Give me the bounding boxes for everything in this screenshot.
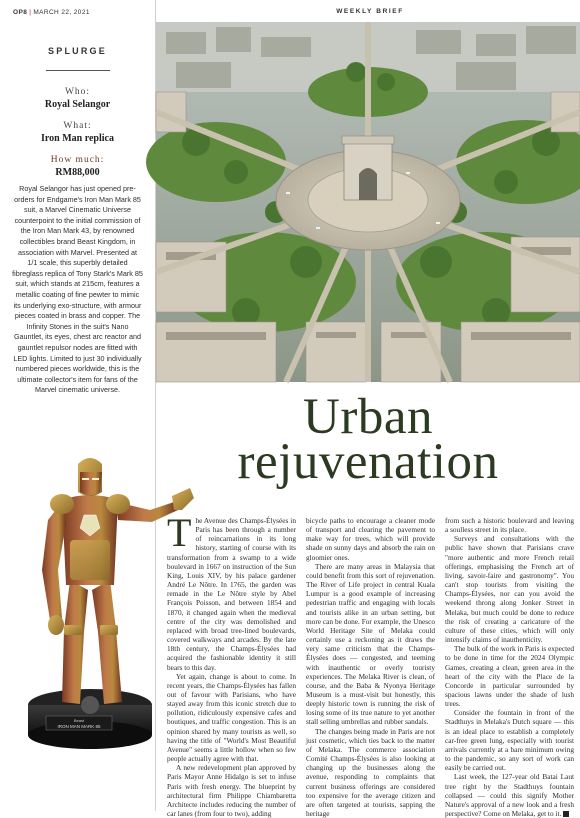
sidebar-body: Royal Selangor has just opened pre-orders for Endgame's Iron Man Mark 85 suit, a Marvel Cinematic Universe counterpoint to the initial commission of the Iron Man Mark 43, by renowned collectibles brand Beast Kingdom, in association with Marvel. Presented at 1/1 scale, this superbly detailed fibreglass replica of Tony Stark's Mark 85 suit, which stands at 215cm, features a metallic coating of fine pewter to mimic its underlying exo-structure, with armour pieces coated in brass and copper. The Infinity Stones in the suit's Nano Gauntlet, its eyes, chest arc reactor and gauntlet repulsor nodes are fitted with LED lights. Limited to just 30 individually numbered pieces worldwide, this is the ultimate collector's item for fans of the Marvel cinematic universe. (12, 184, 143, 395)
what-value: Iron Man replica (41, 133, 114, 144)
article-body (167, 510, 574, 818)
article-paragraph (167, 510, 296, 672)
base-label: IRON MAN MARK 85 (57, 724, 101, 729)
article-paragraph (445, 772, 574, 818)
arc-de-triomphe (342, 136, 394, 200)
what-label: What: (63, 121, 92, 131)
article-column-3 (445, 516, 574, 818)
article-paragraph: bicycle paths to encourage a cleaner mode of transport and clearing the pavement to make way for trees, which will provide shade on sunny days and absorb the rain on gloomier ones. (306, 516, 435, 562)
article-paragraph: Yet again, change is about to come. In recent years, the Champs-Élysées has fallen out of favour with Parisians, who have stayed away from this iconic stretch due to pollution, ridiculously expensive cafes and boutiques, and traffic congestion. This is an opinion shared by many tourists as well, so having the title of "World's Most Beautiful Avenue" seems a little hollow when so few people actually agree with that. (167, 671, 296, 764)
article-column-1 (167, 510, 296, 818)
issue-date: MARCH 22, 2021 (33, 9, 90, 16)
drop-cap: T (167, 510, 192, 555)
headline-line-2: rejuvenation (237, 434, 499, 490)
headline-line-1: Urban (303, 389, 433, 445)
sidebar-rule (46, 70, 110, 71)
folio-separator: | (29, 9, 32, 16)
splurge-sidebar (0, 46, 155, 396)
sidebar-kicker: SPLURGE (48, 46, 107, 56)
end-mark-icon (563, 811, 569, 817)
champs-elysees-aerial-image (156, 22, 580, 382)
aerial-illustration (156, 22, 580, 382)
article-paragraph: A new redevelopment plan approved by Paris Mayor Anne Hidalgo is set to infuse Paris with fresh energy. The blueprint by architectural firm Philippe Chiambaretta Architecte includes reducing the number of car lanes (from four to two), adding (167, 763, 296, 818)
article-paragraph: There are many areas in Malaysia that could benefit from this sort of rejuvenation. The River of Life project in central Kuala Lumpur is a good example of increasing pedestrian traffic and engaging with locals and tourists alike in an urban setting, but more can be done. For example, the Unesco World Heritage Site of Melaka could certainly use a reckoning as it draws the very same criticism that the Champs-Élysées does — congested, and teeming with inauthentic or overly touristy experiences. The Melaka River is clean, of course, and the Baba & Nyonya Heritage Museum is a must-visit but honestly, this deeply historic town is running the risk of losing some of its true nature to yet another stall selling umbrellas and rubber sandals. (306, 561, 435, 727)
paragraph-text: Last week, the 127-year old Batai Laut tree right by the Stadthuys fountain collapsed — could this signify Mother Nature's approval of a new look and a fresh perspective? Come on Melaka, get to it. (445, 772, 574, 818)
article-paragraph: Surveys and consultations with the public have shown that Parisians crave "more authentic and more French retail offerings, emphasising the French art of living, savoir-faire and gastronomy". You can't stop tourists from visiting the Champs-Élysées, nor can you avoid the weekend throng along Jonker Street in Melaka, but much could be done to reduce the risk of creating a caricature of the culture of these cities, which will only intensify claims of inauthenticity. (445, 534, 574, 645)
who-value: Royal Selangor (44, 99, 111, 110)
paragraph-text: he Avenue des Champs-Élysées in Paris has been through a number of reincarnations in its long history, starting of course with its transformation from a swamp to a wide boulevard in 1667 on instruction of the Sun King, Louis XIV, by his palace gardener André Le Nôtre. In 1765, the garden was remade in the Le Nôtre style by Abel François Poisson, and between 1854 and 1870, it changed again when the medieval centre of the city was demolished and replaced with broad tree-lined boulevards, covered walkways and arcades. By the late 18th century, the Champs-Élysées had acquired the fashionable identity it still bears to this day. (167, 516, 296, 672)
howmuch-label: How much: (50, 155, 105, 165)
section-title: WEEKLY BRIEF (336, 8, 404, 15)
article-paragraph: Consider the fountain in front of the Stadthuys in Melaka's Dutch square — this is an ideal place to establish a completely car-free green lung, especially with tourist arrivals currently at a bare minimum owing to the pandemic, so any sort of work can easily be carried out. (445, 708, 574, 773)
page-folio (13, 9, 90, 16)
article-column-2 (306, 516, 435, 818)
article-paragraph: The changes being made in Paris are not just cosmetic, which ties back to the matter of Melaka. The commerce association Comité Champs-Élysées is also looking at changing up the businesses along the avenue, responding to complaints that current business offerings are considered too expensive for the average citizen and are often targeted at tourists, sapping the heritage (306, 726, 435, 818)
base-brand: Beast (73, 718, 85, 723)
article-paragraph: from such a historic boulevard and leaving a soulless street in its place. (445, 516, 574, 535)
howmuch-value: RM88,000 (55, 167, 100, 178)
page-number: OP8 (13, 9, 28, 16)
who-label: Who: (64, 87, 91, 97)
article-headline (156, 389, 580, 490)
article-paragraph: The bulk of the work in Paris is expected to be done in time for the 2024 Olympic Games, creating a clean, green area in the heart of the city with the Place de la Concorde in particular surrounded by spacious lawns under the shade of lush trees. (445, 644, 574, 709)
